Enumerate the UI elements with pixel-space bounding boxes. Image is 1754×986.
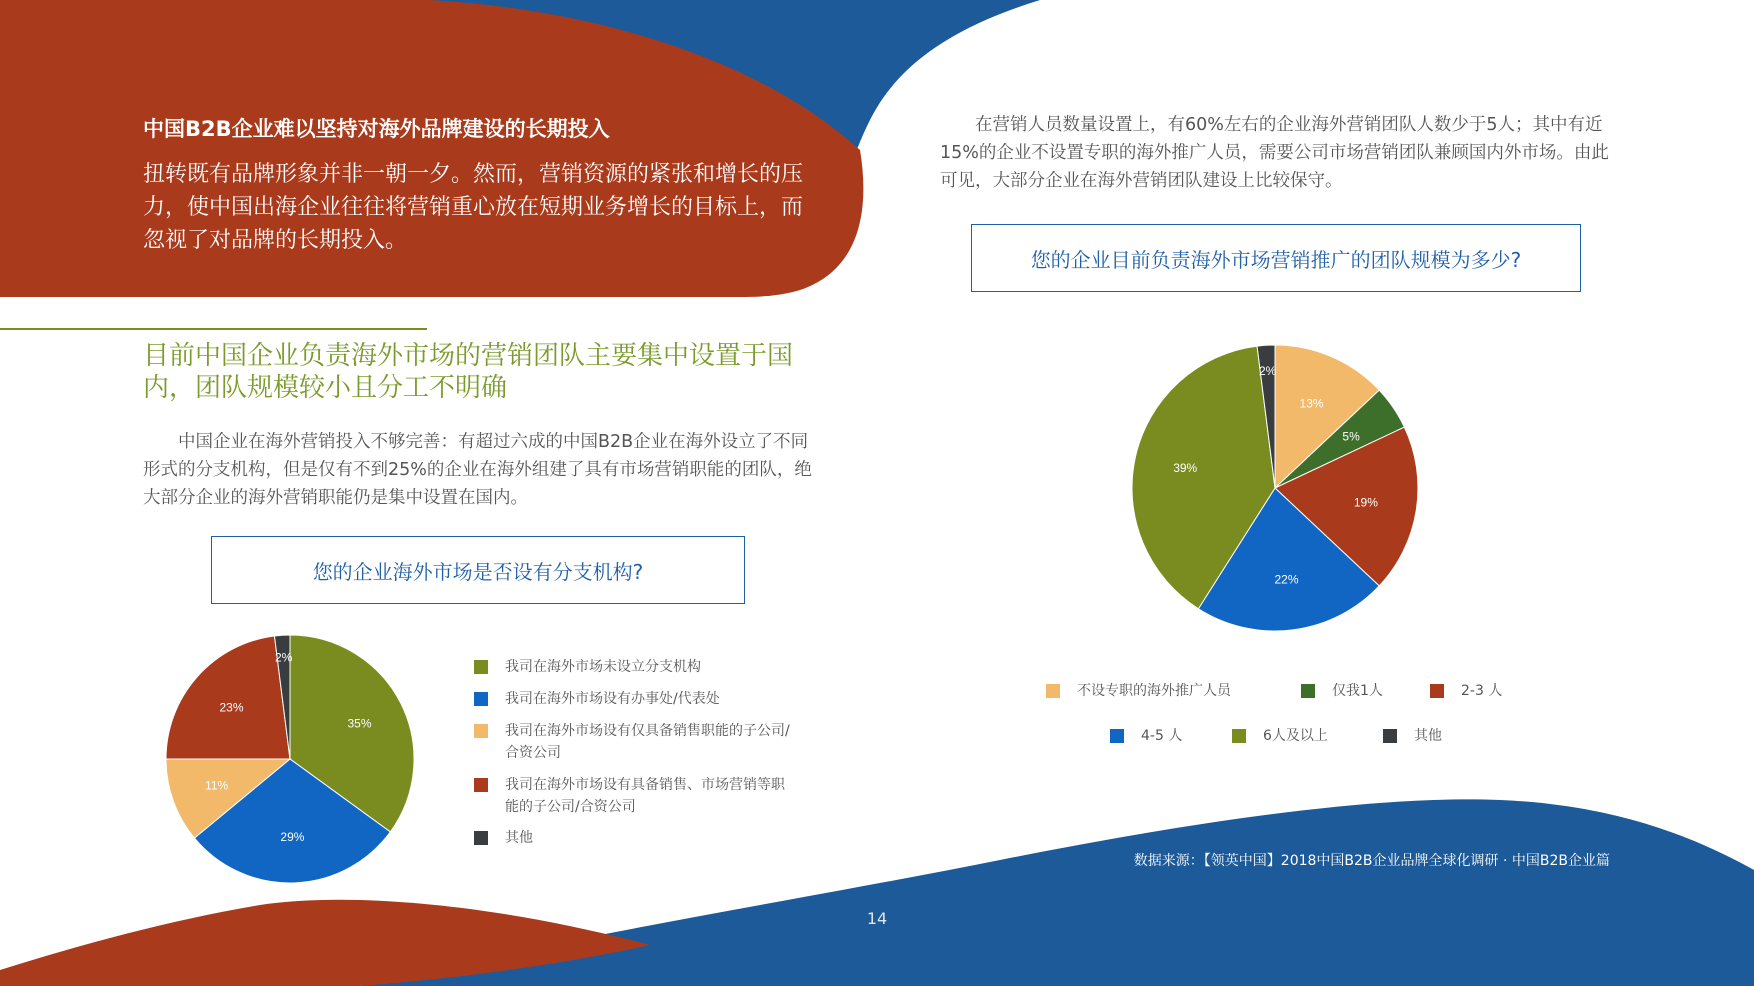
legend-swatch (1301, 684, 1315, 698)
legend-label: 其他 (505, 830, 533, 846)
legend-item (1383, 725, 1442, 747)
legend-label: 6人及以上 (1263, 728, 1328, 744)
banner-heading: 中国B2B企业难以坚持对海外品牌建设的长期投入 (143, 117, 610, 141)
legend-item (474, 774, 794, 818)
legend-label: 不设专职的海外推广人员 (1077, 683, 1231, 699)
pie-chart-team-size (1120, 335, 1430, 645)
legend-item (1232, 725, 1328, 747)
chart1-title-box (211, 536, 745, 604)
source-note: 数据来源：【领英中国】2018中国B2B企业品牌全球化调研 · 中国B2B企业篇 (1133, 853, 1610, 869)
legend-swatch (1430, 684, 1444, 698)
pie-data-label: 2% (274, 650, 293, 665)
legend-swatch (474, 660, 488, 674)
legend-label: 我司在海外市场设有办事处/代表处 (505, 691, 720, 707)
legend-item (1046, 680, 1231, 702)
legend-swatch (474, 692, 488, 706)
pie-data-label: 29% (280, 829, 305, 844)
pie-data-label: 5% (1342, 429, 1360, 444)
chart1-title: 您的企业海外市场是否设有分支机构? (312, 559, 644, 584)
legend-swatch (1046, 684, 1060, 698)
legend-item (474, 720, 794, 764)
chart2-title-box (971, 224, 1581, 292)
legend-label: 仅我1人 (1332, 683, 1383, 699)
legend-label: 我司在海外市场设有具备销售、市场营销等职能的子公司/合资公司 (505, 777, 785, 815)
legend-item (1301, 680, 1383, 702)
legend-swatch (1383, 729, 1397, 743)
legend-label: 其他 (1414, 728, 1442, 744)
legend-label: 我司在海外市场未设立分支机构 (505, 659, 701, 675)
section-paragraph: 中国企业在海外营销投入不够完善：有超过六成的中国B2B企业在海外设立了不同形式的分支机构，但是仅有不到25%的企业在海外组建了具有市场营销职能的团队，绝大部分企业的海外营销职能仍是集中设置在国内。 (143, 432, 812, 508)
legend-item (474, 656, 794, 678)
legend-swatch (1110, 729, 1124, 743)
legend-swatch (474, 831, 488, 845)
legend-swatch (1232, 729, 1246, 743)
legend-label: 4-5 人 (1141, 728, 1183, 744)
section-title: 目前中国企业负责海外市场的营销团队主要集中设置于国内，团队规模较小且分工不明确 (143, 341, 794, 403)
legend-swatch (474, 778, 488, 792)
legend-label: 2-3 人 (1461, 683, 1503, 699)
chart2-title: 您的企业目前负责海外市场营销推广的团队规模为多少? (1030, 247, 1522, 272)
legend-item (1110, 725, 1182, 747)
legend-item (474, 827, 794, 849)
legend-item (1430, 680, 1502, 702)
pie-data-label: 35% (347, 716, 372, 731)
banner-body: 扭转既有品牌形象并非一朝一夕。然而，营销资源的紧张和增长的压力，使中国出海企业往往将营销重心放在短期业务增长的目标上，而忽视了对品牌的长期投入。 (143, 162, 804, 253)
pie-slice (166, 636, 290, 759)
pie-data-label: 2% (1258, 363, 1277, 378)
page-number: 14 (866, 909, 888, 928)
legend-label: 我司在海外市场设有仅具备销售职能的子公司/合资公司 (505, 723, 790, 761)
pie-data-label: 23% (219, 700, 244, 715)
pie-data-label: 13% (1299, 396, 1324, 411)
legend-swatch (474, 724, 488, 738)
pie-data-label: 19% (1353, 495, 1378, 510)
pie-data-label: 39% (1173, 460, 1198, 475)
right-paragraph: 在营销人员数量设置上，有60%左右的企业海外营销团队人数少于5人；其中有近15%的企业不设置专职的海外推广人员，需要公司市场营销团队兼顾国内外市场。由此可见，大部分企业在海外营销团队建设上比较保守。 (940, 115, 1609, 191)
pie-data-label: 11% (205, 778, 229, 793)
legend-item (474, 688, 794, 710)
pie-chart-branch (150, 620, 430, 900)
pie-data-label: 22% (1274, 572, 1299, 587)
